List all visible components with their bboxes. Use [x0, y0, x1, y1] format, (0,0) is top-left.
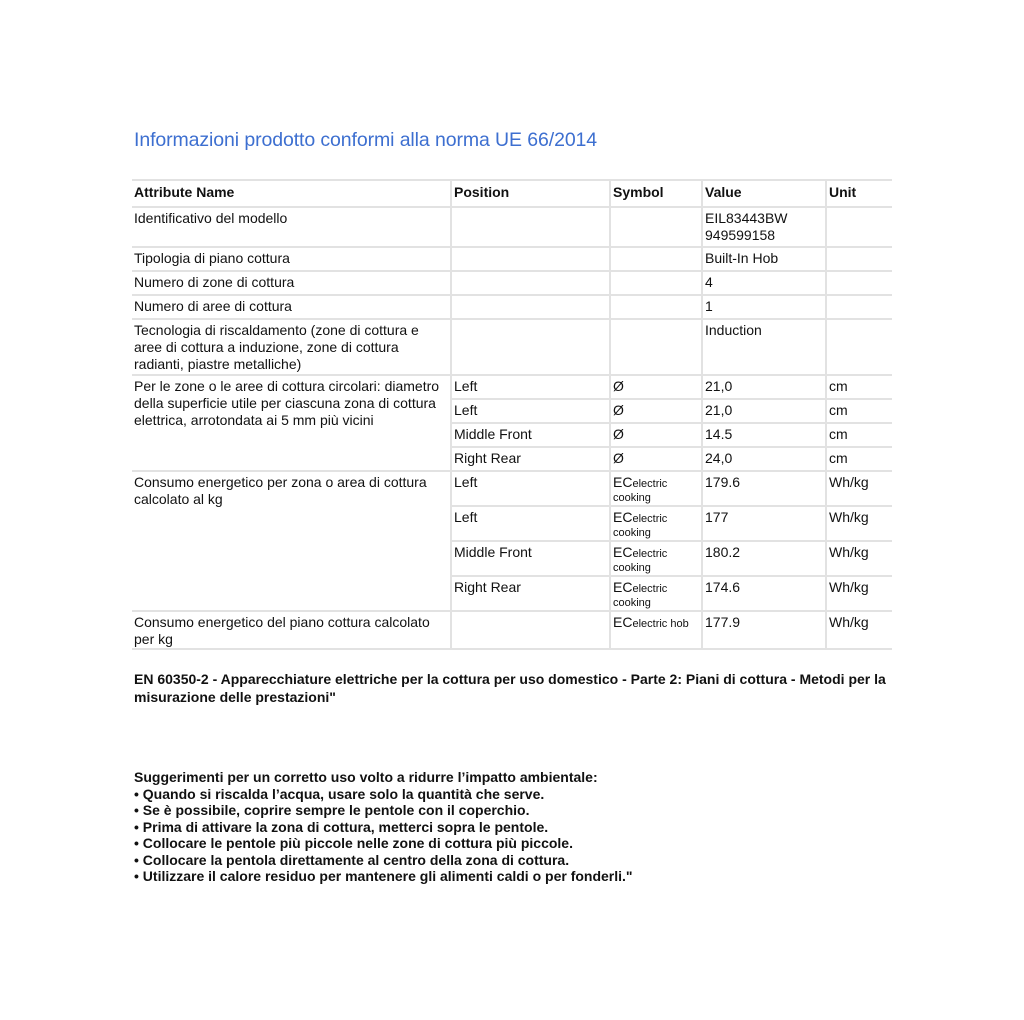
- unit-cell: Wh/kg: [826, 576, 892, 611]
- value-cell: [702, 207, 826, 247]
- table-row: [132, 375, 892, 399]
- attribute-name: Identificativo del modello: [132, 207, 451, 247]
- value-cell: 4: [702, 271, 826, 295]
- product-number: 949599158: [705, 227, 776, 243]
- table-row: [132, 471, 892, 506]
- position-cell: [451, 207, 610, 247]
- position-cell: Right Rear: [451, 447, 610, 471]
- unit-cell: Wh/kg: [826, 541, 892, 576]
- position-cell: Middle Front: [451, 541, 610, 576]
- attribute-name: Tipologia di piano cottura: [132, 247, 451, 271]
- list-item: • Collocare le pentole più piccole nelle zone di cottura più piccole.: [134, 835, 573, 851]
- position-cell: Left: [451, 399, 610, 423]
- symbol-sub: electric: [632, 513, 668, 525]
- value-cell: 21,0: [702, 375, 826, 399]
- header-value: Value: [702, 180, 826, 207]
- value-cell: 179.6: [702, 471, 826, 506]
- value-cell: 177.9: [702, 611, 826, 649]
- symbol-sub: electric: [632, 478, 668, 490]
- symbol-cell: Ø: [610, 375, 702, 399]
- table-row: [132, 611, 892, 649]
- value-cell: Induction: [702, 319, 826, 375]
- position-cell: [451, 295, 610, 319]
- symbol-cell: [610, 319, 702, 375]
- attribute-name: Numero di zone di cottura: [132, 271, 451, 295]
- list-item: • Se è possibile, coprire sempre le pentole con il coperchio.: [134, 802, 530, 818]
- value-cell: 1: [702, 295, 826, 319]
- unit-cell: [826, 271, 892, 295]
- symbol-cell: [610, 576, 702, 611]
- table-row: [132, 247, 892, 271]
- position-cell: [451, 247, 610, 271]
- unit-cell: [826, 295, 892, 319]
- table-row: [132, 319, 892, 375]
- unit-cell: cm: [826, 375, 892, 399]
- attribute-name: Consumo energetico per zona o area di cottura calcolato al kg: [132, 471, 451, 611]
- header-position: Position: [451, 180, 610, 207]
- symbol-cell: Ø: [610, 447, 702, 471]
- attribute-name: Consumo energetico del piano cottura calcolato per kg: [132, 611, 451, 649]
- product-info-table: [132, 179, 892, 650]
- symbol-cell: [610, 247, 702, 271]
- attribute-name: Numero di aree di cottura: [132, 295, 451, 319]
- symbol-cell: [610, 271, 702, 295]
- position-cell: Left: [451, 375, 610, 399]
- list-item: • Utilizzare il calore residuo per mantenere gli alimenti caldi o per fonderli.": [134, 868, 633, 884]
- value-cell: 21,0: [702, 399, 826, 423]
- position-cell: [451, 611, 610, 649]
- symbol-cell: [610, 506, 702, 541]
- symbol-main: EC: [613, 509, 633, 525]
- symbol-cell: Ø: [610, 423, 702, 447]
- list-item: • Collocare la pentola direttamente al centro della zona di cottura.: [134, 851, 570, 868]
- unit-cell: [826, 319, 892, 375]
- symbol-cell: [610, 611, 702, 649]
- position-cell: Left: [451, 506, 610, 541]
- position-cell: Left: [451, 471, 610, 506]
- position-cell: Right Rear: [451, 576, 610, 611]
- symbol-sub: electric: [632, 583, 668, 595]
- tips-heading: Suggerimenti per un corretto uso volto a ridurre l’impatto ambientale:: [134, 769, 598, 785]
- value-cell: 14.5: [702, 423, 826, 447]
- list-item: • Quando si riscalda l’acqua, usare solo la quantità che serve.: [134, 785, 545, 802]
- unit-cell: cm: [826, 423, 892, 447]
- unit-cell: [826, 247, 892, 271]
- header-attribute-name: Attribute Name: [132, 180, 451, 207]
- symbol-cell: [610, 207, 702, 247]
- attribute-name: Per le zone o le aree di cottura circolari: diametro della superficie utile per ciascuna zona di cottura elettrica, arrotondata ai 5 mm più vicini: [132, 375, 451, 471]
- environmental-tips: [134, 769, 904, 885]
- page-title: Informazioni prodotto conformi alla norma UE 66/2014: [134, 129, 598, 151]
- position-cell: [451, 271, 610, 295]
- table-row: [132, 271, 892, 295]
- header-unit: Unit: [826, 180, 892, 207]
- symbol-sub: cooking: [613, 527, 651, 539]
- unit-cell: cm: [826, 447, 892, 471]
- symbol-sub: cooking: [613, 562, 651, 574]
- table-row: [132, 295, 892, 319]
- attribute-name: Tecnologia di riscaldamento (zone di cottura e aree di cottura a induzione, zone di cottura radianti, piastre metalliche): [132, 319, 451, 375]
- symbol-main: EC: [613, 474, 633, 490]
- symbol-sub: electric: [632, 548, 668, 560]
- symbol-sub: cooking: [613, 597, 651, 609]
- header-symbol: Symbol: [610, 180, 702, 207]
- symbol-sub: cooking: [613, 492, 651, 504]
- position-cell: Middle Front: [451, 423, 610, 447]
- value-cell: 174.6: [702, 576, 826, 611]
- symbol-main: EC: [613, 544, 633, 560]
- symbol-main: EC: [613, 614, 633, 630]
- unit-cell: Wh/kg: [826, 471, 892, 506]
- symbol-cell: Ø: [610, 399, 702, 423]
- unit-cell: Wh/kg: [826, 506, 892, 541]
- list-item: • Prima di attivare la zona di cottura, metterci sopra le pentole.: [134, 818, 549, 835]
- unit-cell: cm: [826, 399, 892, 423]
- value-cell: 24,0: [702, 447, 826, 471]
- symbol-cell: [610, 295, 702, 319]
- value-cell: Built-In Hob: [702, 247, 826, 271]
- norm-reference: EN 60350-2 - Apparecchiature elettriche per la cottura per uso domestico - Parte 2: Piani di cottura - Metodi per la misurazione delle prestazioni": [134, 671, 886, 705]
- value-cell: 177: [702, 506, 826, 541]
- table-header-row: [132, 180, 892, 207]
- unit-cell: Wh/kg: [826, 611, 892, 649]
- value-cell: 180.2: [702, 541, 826, 576]
- symbol-sub: electric hob: [632, 618, 689, 630]
- unit-cell: [826, 207, 892, 247]
- symbol-cell: [610, 541, 702, 576]
- symbol-cell: [610, 471, 702, 506]
- table-row: [132, 207, 892, 247]
- symbol-main: EC: [613, 579, 633, 595]
- model-code: EIL83443BW: [705, 210, 788, 226]
- position-cell: [451, 319, 610, 375]
